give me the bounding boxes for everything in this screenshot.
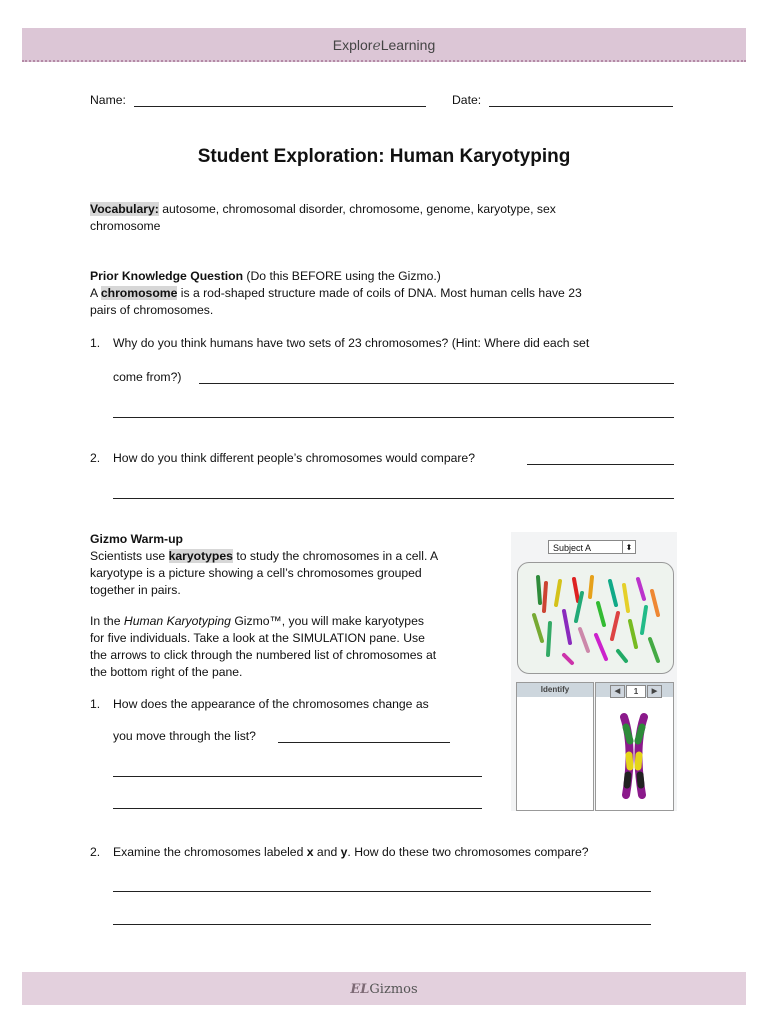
- prior-q1-answer-line-2[interactable]: [113, 417, 674, 418]
- identify-label: Identify: [517, 683, 593, 697]
- chromosome-spread: [517, 562, 674, 674]
- date-field[interactable]: [489, 106, 673, 107]
- chromosome-number: 1: [626, 685, 646, 698]
- date-label: Date:: [452, 93, 482, 107]
- name-label: Name:: [90, 93, 126, 107]
- warmup-p2-line-2: for five individuals. Take a look at the SIMULATION pane. Use: [90, 631, 425, 645]
- prior-q1-number: 1.: [90, 336, 101, 350]
- vocabulary-label: Vocabulary:: [90, 202, 159, 216]
- warmup-q2-answer-line-2[interactable]: [113, 924, 651, 925]
- chromosome-list-panel: [595, 682, 674, 811]
- warmup-q1-number: 1.: [90, 697, 101, 711]
- prior-q1-text-2: come from?): [113, 370, 182, 384]
- prior-q1-answer-line-1[interactable]: [199, 383, 674, 384]
- warmup-p1-line-3: together in pairs.: [90, 583, 181, 597]
- gizmos-logo: ELGizmos: [350, 982, 418, 997]
- prior-q1-text: Why do you think humans have two sets of 23 chromosomes? (Hint: Where did each set: [113, 336, 590, 350]
- warmup-p2-line-1: In the Human Karyotyping Gizmo™, you will make karyotypes: [90, 614, 424, 628]
- warmup-q2-number: 2.: [90, 845, 101, 859]
- explorelearning-mark-icon: EL: [350, 982, 370, 997]
- warmup-heading: Gizmo Warm-up: [90, 532, 183, 546]
- warmup-q1-text-2: you move through the list?: [113, 729, 256, 743]
- identify-panel: [516, 682, 594, 811]
- warmup-p1-line-1: Scientists use karyotypes to study the chromosomes in a cell. A: [90, 549, 439, 563]
- warmup-p2-line-3: the arrows to click through the numbered list of chromosomes at: [90, 648, 437, 662]
- warmup-q2-answer-line-1[interactable]: [113, 891, 651, 892]
- prior-q2-answer-line-2[interactable]: [113, 498, 674, 499]
- prior-paragraph-line-2: pairs of chromosomes.: [90, 303, 214, 317]
- prior-q2-text: How do you think different people’s chromosomes would compare?: [113, 451, 475, 465]
- prior-knowledge-heading: Prior Knowledge Question (Do this BEFORE using the Gizmo.): [90, 269, 441, 283]
- prior-q2-number: 2.: [90, 451, 101, 465]
- gizmo-screenshot: [511, 532, 677, 811]
- subject-select[interactable]: Subject A ⬍: [548, 540, 636, 554]
- header-band: [22, 28, 746, 62]
- chromosome-nav: [596, 683, 673, 697]
- chromosome-1-graphic: [596, 697, 673, 807]
- term-chromosome: chromosome: [100, 286, 178, 300]
- warmup-q1-answer-line-3[interactable]: [113, 808, 482, 809]
- explorelearning-logo: ExploreLearning: [332, 37, 436, 54]
- prior-q2-answer-line-1[interactable]: [527, 464, 674, 465]
- chromosome-spread-graphic: [518, 563, 673, 673]
- name-field[interactable]: [134, 106, 426, 107]
- select-arrows-icon: ⬍: [622, 541, 635, 553]
- warmup-p1-line-2: karyotype is a picture showing a cell’s chromosomes grouped: [90, 566, 422, 580]
- footer-band: [22, 972, 746, 1005]
- warmup-q1-answer-line-1[interactable]: [278, 742, 450, 743]
- warmup-p2-line-4: the bottom right of the pane.: [90, 665, 243, 679]
- warmup-q1-text: How does the appearance of the chromosomes change as: [113, 697, 429, 711]
- triangle-left-icon[interactable]: ◀: [610, 685, 625, 698]
- warmup-q1-answer-line-2[interactable]: [113, 776, 482, 777]
- page-title: Student Exploration: Human Karyotyping: [197, 146, 571, 167]
- prior-paragraph-line-1: A chromosome is a rod-shaped structure made of coils of DNA. Most human cells have 23: [90, 286, 582, 300]
- vocabulary-line-1: Vocabulary: autosome, chromosomal disorder, chromosome, genome, karyotype, sex: [90, 202, 556, 216]
- warmup-q2-text: Examine the chromosomes labeled x and y. How do these two chromosomes compare?: [113, 845, 589, 859]
- vocabulary-line-2: chromosome: [90, 219, 161, 233]
- triangle-right-icon[interactable]: ▶: [647, 685, 662, 698]
- term-karyotypes: karyotypes: [168, 549, 233, 563]
